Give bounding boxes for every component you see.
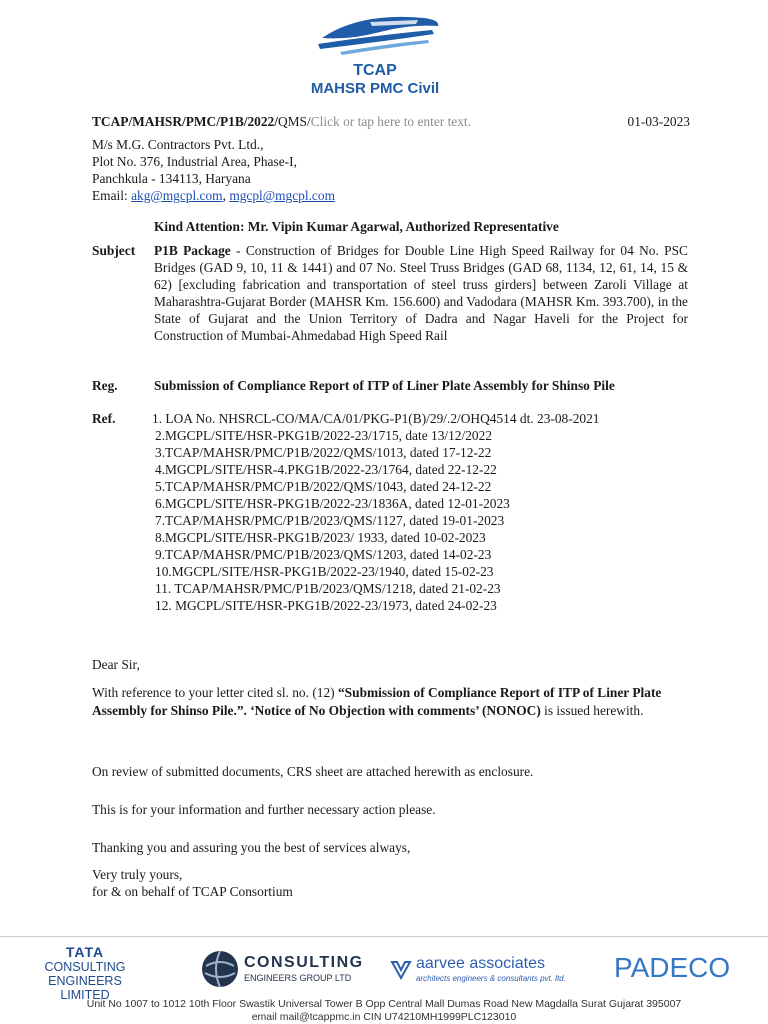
closing-block xyxy=(92,866,492,900)
subject-description: - Construction of Bridges for Double Line High Speed Railway for 04 No. PSC Bridges (GAD 9, 10, 11 & 1441) and 07 No. Steel Truss Bridges (GAD 68, 1134, 12, 61, 14, 15 & 62) [excluding fabrication and transportation of steel truss girders] between Zaroli Village at Maharashtra-Gujarat Border (MAHSR Km. 156.600) and Vadodara (MAHSR Km. 393.700), in the State of Gujarat and the Union Territory of Dadra and Nagar Haveli for the Project for Construction of Mumbai-Ahmedabad High Speed Rail xyxy=(154,243,688,343)
consulting-line-1: CONSULTING xyxy=(244,954,364,971)
paragraph-1-intro: With reference to your letter cited sl. no. (12) xyxy=(92,685,338,700)
ref-label: Ref. xyxy=(92,411,116,426)
tata-consulting-logo xyxy=(26,945,144,1002)
reference-list xyxy=(152,410,692,614)
reference-number xyxy=(92,113,612,130)
tcap-logo xyxy=(300,8,450,98)
reference-item: 11. TCAP/MAHSR/PMC/P1B/2023/QMS/1218, dated 21-02-23 xyxy=(155,581,501,596)
reference-item: 3.TCAP/MAHSR/PMC/P1B/2022/QMS/1013, dated 17-12-22 xyxy=(155,445,492,460)
paragraph-1-tail: is issued herewith. xyxy=(540,703,644,718)
reference-qms: QMS/ xyxy=(277,114,311,129)
subject-label: Subject xyxy=(92,243,136,258)
email-link-mgcpl[interactable]: mgcpl@mgcpl.com xyxy=(229,188,335,203)
reference-item: 1. LOA No. NHSRCL-CO/MA/CA/01/PKG-P1(B)/29/.2/OHQ4514 dt. 23-08-2021 xyxy=(152,411,600,426)
tata-brand: TATA xyxy=(65,944,105,960)
logo-title: TCAP xyxy=(353,62,397,79)
reference-item: 12. MGCPL/SITE/HSR-PKG1B/2022-23/1973, dated 24-02-23 xyxy=(155,598,497,613)
subject-text xyxy=(154,242,688,344)
reference-item: 10.MGCPL/SITE/HSR-PKG1B/2022-23/1940, dated 15-02-23 xyxy=(155,564,494,579)
footer-address: Unit No 1007 to 1012 10th Floor Swastik Universal Tower B Opp Central Mall Dumas Road New Magdalla Surat Gujarat 395007 xyxy=(86,998,682,1010)
padeco-wordmark: PADECO xyxy=(614,952,731,983)
reference-item: 7.TCAP/MAHSR/PMC/P1B/2023/QMS/1127, dated 19-01-2023 xyxy=(155,513,505,528)
closing-line: Very truly yours, xyxy=(92,867,183,882)
footer-contact: email mail@tcappmc.in CIN U74210MH1999PLC123010 xyxy=(251,1011,517,1023)
addressee-line: Panchkula - 134113, Haryana xyxy=(92,171,251,186)
body-paragraph-3: This is for your information and further necessary action please. xyxy=(92,802,436,817)
reference-item: 4.MGCPL/SITE/HSR-4.PKG1B/2022-23/1764, dated 22-12-22 xyxy=(155,462,497,477)
reference-item: 2.MGCPL/SITE/HSR-PKG1B/2022-23/1715, date 13/12/2022 xyxy=(155,428,493,443)
salutation: Dear Sir, xyxy=(92,657,140,672)
aarvee-line-2: architects engineers & consultants pvt. ltd. xyxy=(416,974,566,983)
aarvee-mark-icon xyxy=(390,958,412,980)
kind-attention: Kind Attention: Mr. Vipin Kumar Agarwal, Authorized Representative xyxy=(154,219,559,234)
email-separator: , xyxy=(222,188,230,203)
train-logo-icon xyxy=(300,8,450,58)
tata-line-2: ENGINEERS LIMITED xyxy=(48,974,122,1002)
reference-placeholder-field[interactable]: Click or tap here to enter text. xyxy=(310,114,471,129)
reference-item: 9.TCAP/MAHSR/PMC/P1B/2023/QMS/1203, dated 14-02-23 xyxy=(155,547,492,562)
signatory-line: for & on behalf of TCAP Consortium xyxy=(92,884,293,899)
padeco-logo xyxy=(614,944,734,994)
aarvee-line-1: aarvee associates xyxy=(416,955,545,972)
body-paragraph-2: On review of submitted documents, CRS sheet are attached herewith as enclosure. xyxy=(92,764,534,779)
aarvee-associates-logo xyxy=(390,950,580,990)
addressee-line: M/s M.G. Contractors Pvt. Ltd., xyxy=(92,137,264,152)
addressee-block xyxy=(92,136,492,204)
subject-package: P1B Package xyxy=(154,243,231,258)
reference-item: 8.MGCPL/SITE/HSR-PKG1B/2023/ 1933, dated 10-02-2023 xyxy=(155,530,486,545)
tata-line-1: CONSULTING xyxy=(44,960,126,974)
paragraph-1-emphasis: “Submission of Compliance Report of ITP of Liner Plate Assembly for Shinso Pile.”. ‘Notice of No Objection with comments’ (NONOC) xyxy=(92,685,662,718)
reg-label: Reg. xyxy=(92,378,118,393)
email-label: Email: xyxy=(92,188,132,203)
body-paragraph-1 xyxy=(92,684,682,720)
logo-subtitle: MAHSR PMC Civil xyxy=(310,80,440,97)
addressee-email-line xyxy=(92,187,492,204)
email-link-akg[interactable]: akg@mgcpl.com xyxy=(131,188,223,203)
consulting-line-2: ENGINEERS GROUP LTD xyxy=(244,973,352,983)
reg-text: Submission of Compliance Report of ITP of Liner Plate Assembly for Shinso Pile xyxy=(154,378,615,393)
reference-item: 6.MGCPL/SITE/HSR-PKG1B/2022-23/1836A, dated 12-01-2023 xyxy=(155,496,510,511)
footer-divider xyxy=(0,936,768,937)
body-paragraph-4: Thanking you and assuring you the best of services always, xyxy=(92,840,411,855)
reference-item: 5.TCAP/MAHSR/PMC/P1B/2022/QMS/1043, dated 24-12-22 xyxy=(155,479,492,494)
letter-date: 01-03-2023 xyxy=(627,114,690,129)
addressee-line: Plot No. 376, Industrial Area, Phase-I, xyxy=(92,154,297,169)
globe-icon xyxy=(200,948,240,990)
reference-prefix: TCAP/MAHSR/PMC/P1B/2022/ xyxy=(92,114,278,129)
consulting-engineers-logo xyxy=(200,948,370,990)
